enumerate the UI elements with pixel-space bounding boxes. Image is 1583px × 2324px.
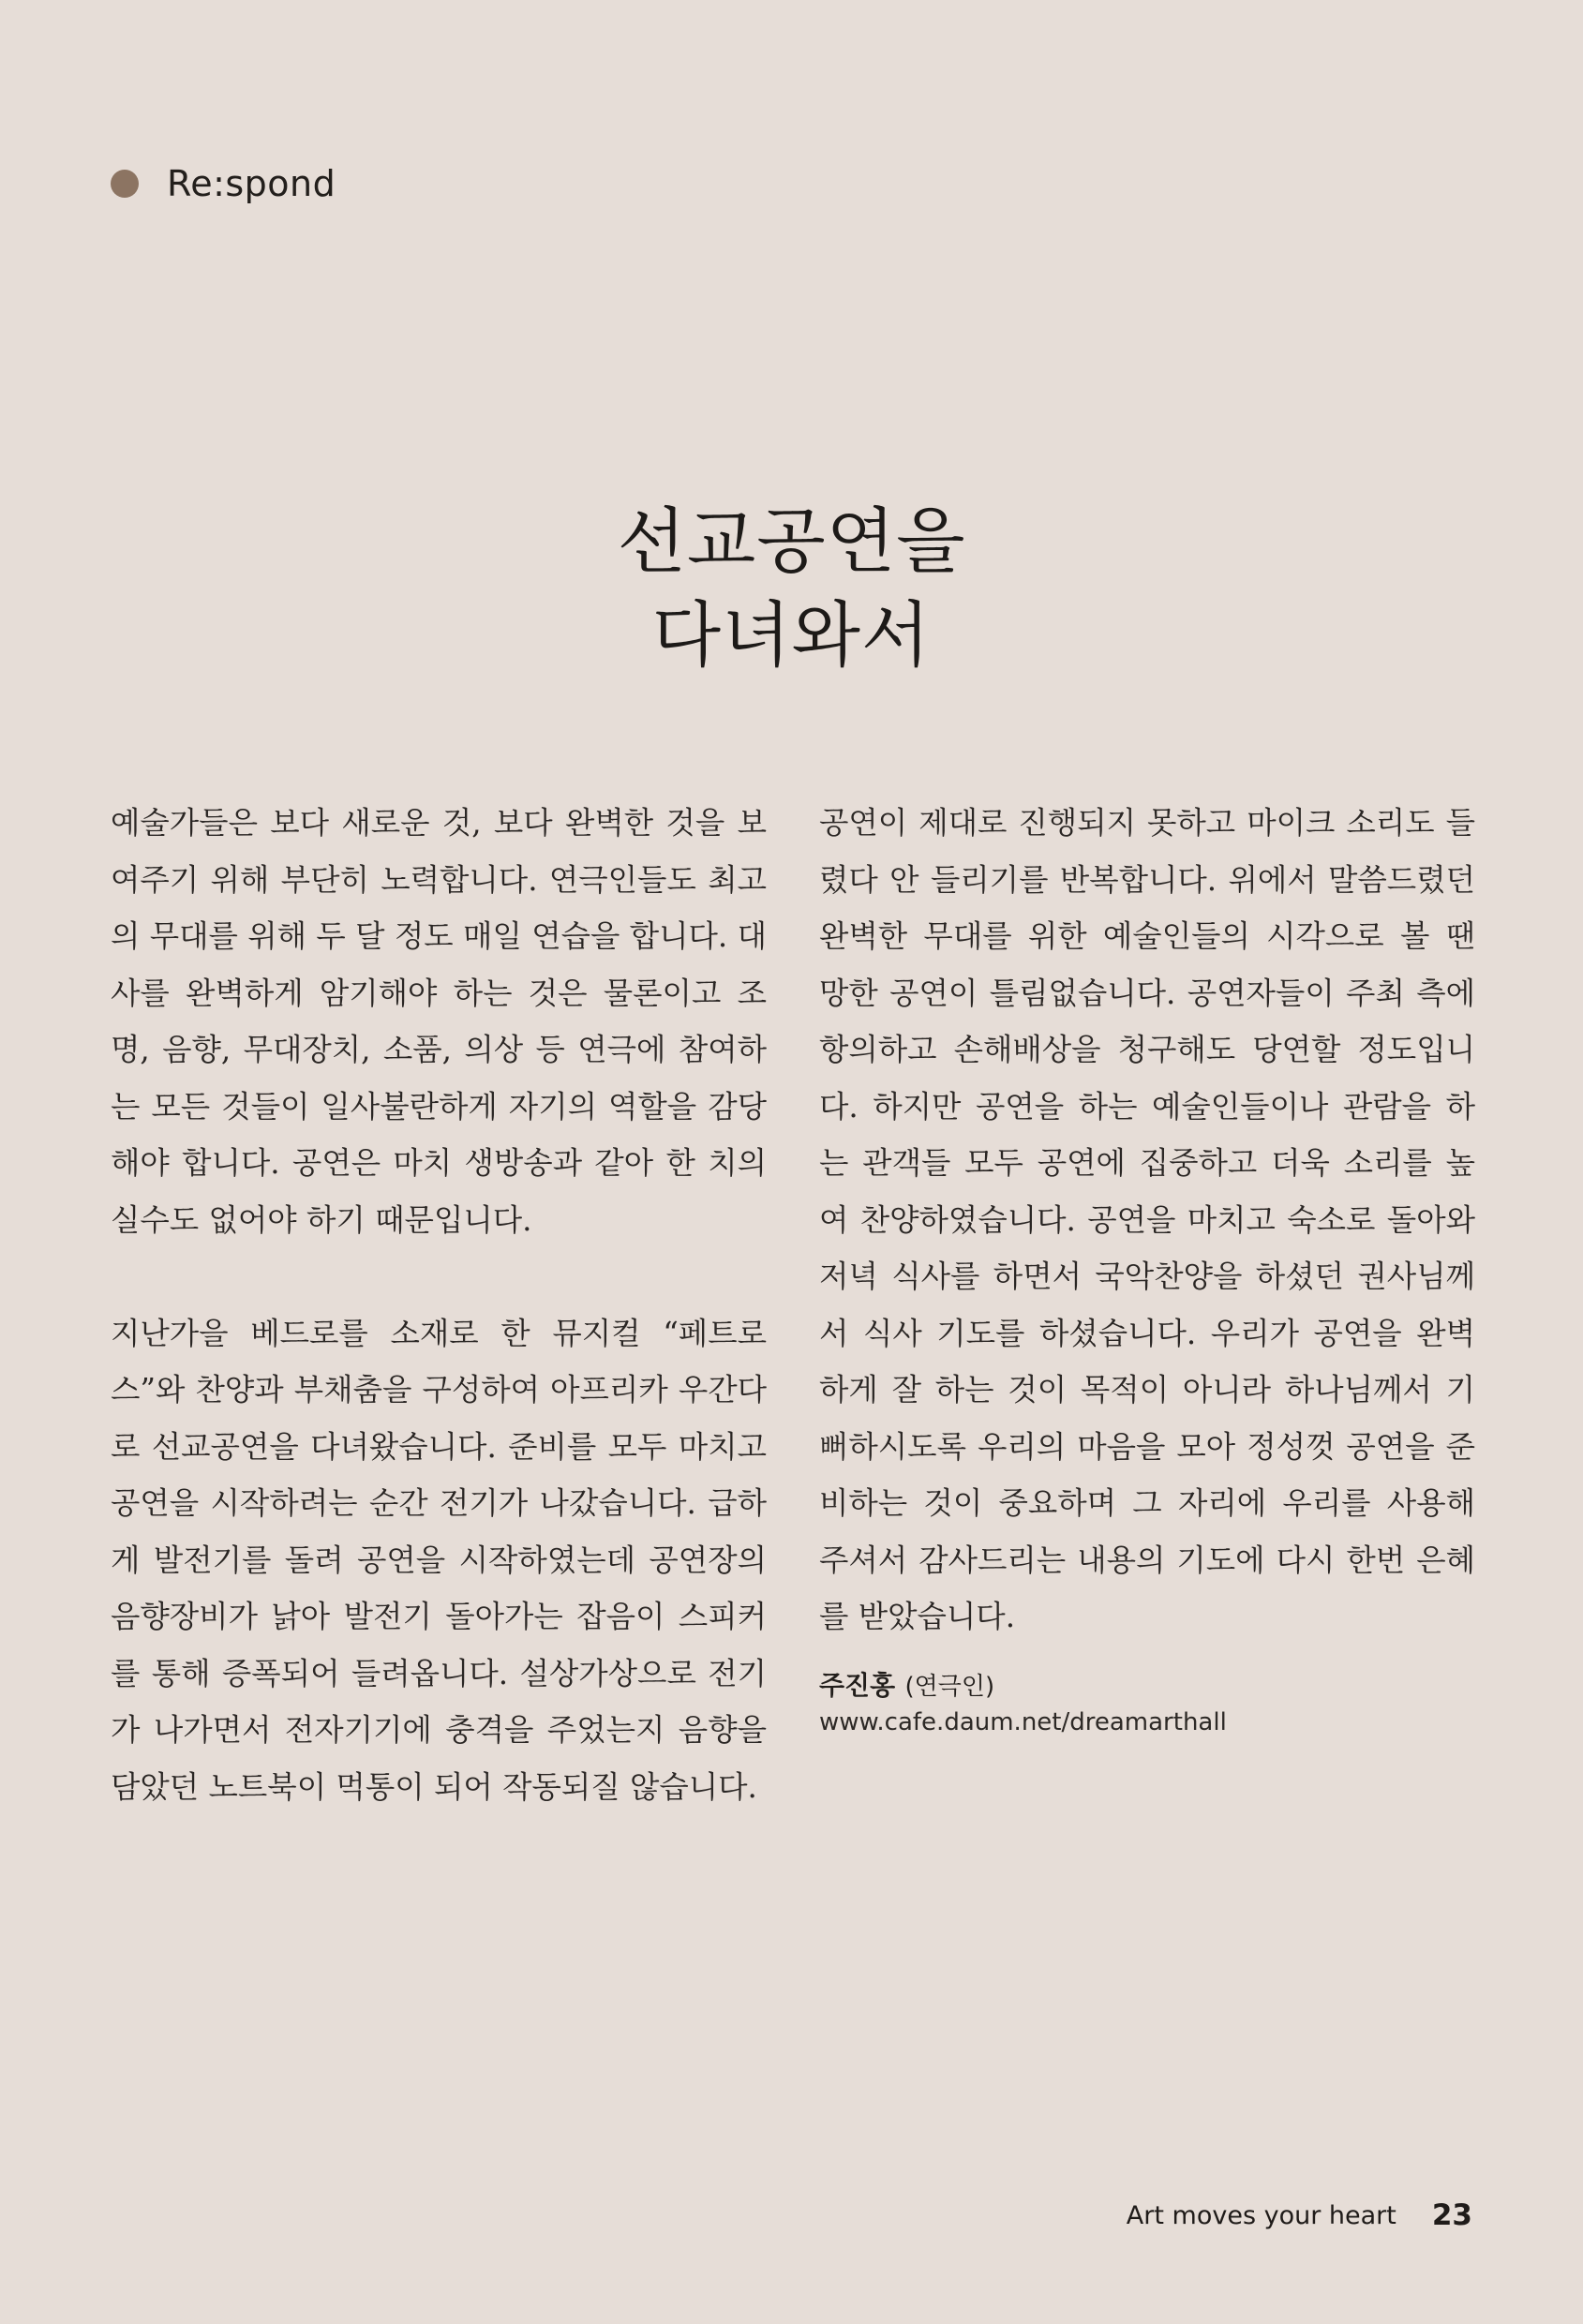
article-title-line-1: 선교공연을 <box>617 499 966 583</box>
body-paragraph: 공연이 제대로 진행되지 못하고 마이크 소리도 들렸다 안 들리기를 반복합니다. 위에서 말씀드렸던 완벽한 무대를 위한 예술인들의 시각으로 볼 땐 망한 공연이 틀림없습니다. 공연자들이 주최 측에 항의하고 손해배상을 청구해도 당연할 정도입니다. 하지만 공연을 하는 예술인들이나 관람을 하는 관객들 모두 공연에 집중하고 더욱 소리를 높여 찬양하였습니다. 공연을 마치고 숙소로 돌아와 저녁 식사를 하면서 국악찬양을 하셨던 권사님께서 식사 기도를 하셨습니다. 우리가 공연을 완벽하게 잘 하는 것이 목적이 아니라 하나님께서 기뻐하시도록 우리의 마음을 모아 정성껏 공연을 준비하는 것이 중요하며 그 자리에 우리를 사용해 주셔서 감사드리는 내용의 기도에 다시 한번 은혜를 받았습니다. <box>819 805 1475 1634</box>
page-number: 23 <box>1431 2198 1472 2232</box>
left-column <box>111 795 767 1815</box>
author-role: (연극인) <box>904 1672 995 1701</box>
section-tag <box>111 159 336 208</box>
body-paragraph: 예술가들은 보다 새로운 것, 보다 완벽한 것을 보여주기 위해 부단히 노력합니다. 연극인들도 최고의 무대를 위해 두 달 정도 매일 연습을 합니다. 대사를 완벽하게 암기해야 하는 것은 물론이고 조명, 음향, 무대장치, 소품, 의상 등 연극에 참여하는 모든 것들이 일사불란하게 자기의 역할을 감당해야 합니다. 공연은 마치 생방송과 같아 한 치의 실수도 없어야 하기 때문입니다. <box>111 805 767 1238</box>
article-title <box>0 495 1583 682</box>
author-credit <box>819 1666 1475 1740</box>
author-name: 주진홍 <box>819 1669 896 1701</box>
right-column <box>819 795 1475 1740</box>
author-url: www.cafe.daum.net/dreamarthall <box>819 1707 1227 1736</box>
article-title-line-2: 다녀와서 <box>651 593 932 677</box>
footer-tagline: Art moves your heart <box>1126 2200 1396 2230</box>
section-label: Re:spond <box>167 163 336 204</box>
bullet-dot-icon <box>111 170 139 198</box>
body-paragraph: 지난가을 베드로를 소재로 한 뮤지컬 “페트로스”와 찬양과 부채춤을 구성하여 아프리카 우간다로 선교공연을 다녀왔습니다. 준비를 모두 마치고 공연을 시작하려는 순간 전기가 나갔습니다. 급하게 발전기를 돌려 공연을 시작하였는데 공연장의 음향장비가 낡아 발전기 돌아가는 잡음이 스피커를 통해 증폭되어 들려옵니다. 설상가상으로 전기가 나가면서 전자기기에 충격을 주었는지 음향을 담았던 노트북이 먹통이 되어 작동되질 않습니다. <box>111 1315 767 1805</box>
page-footer <box>1127 2197 1472 2234</box>
